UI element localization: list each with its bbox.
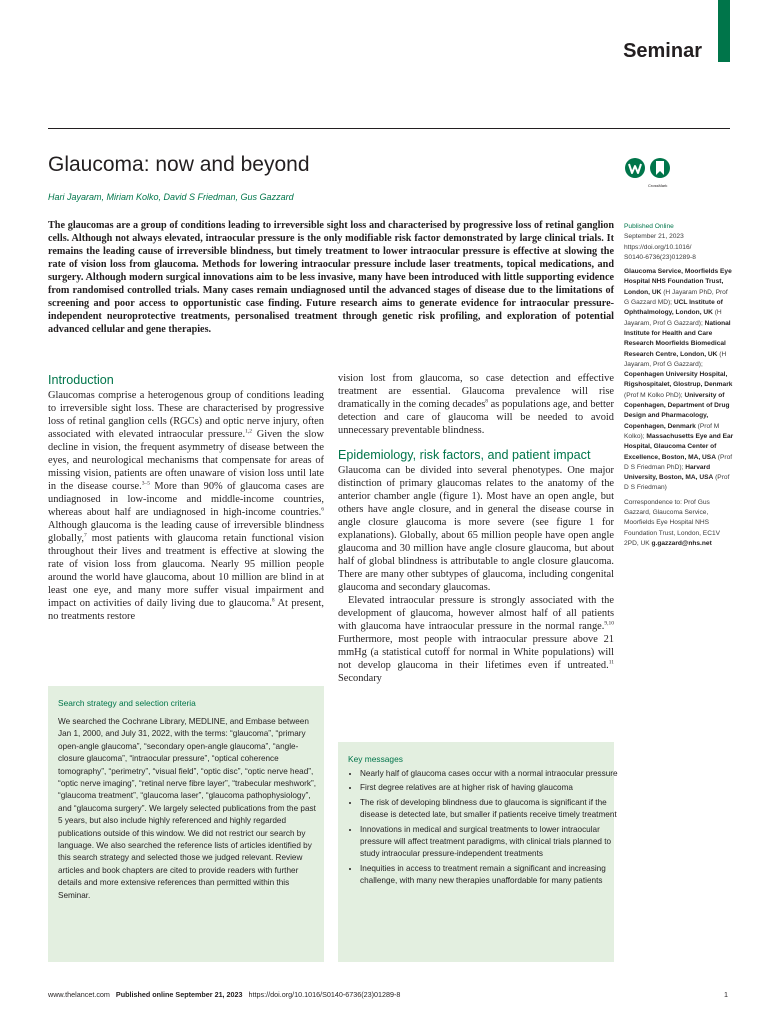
correspondence [624,498,734,549]
column-right [338,372,614,685]
key-messages-box [338,742,618,962]
doi-link-line-2[interactable]: S0140-6736(23)01289-8 [624,253,696,261]
correspondence-address: Prof Gus Gazzard, Glaucoma Service, Moorfields Eye Hospital NHS Foundation Trust, London, EC1V 2PD, UK [624,498,721,547]
introduction-heading: Introduction [48,373,114,387]
page-footer [48,990,400,999]
header-rule [48,128,730,129]
search-strategy-title: Search strategy and selection criteria [58,698,196,708]
published-online-label: Published Online [624,223,674,230]
epidemiology-paragraph-2: Elevated intraocular pressure is strongly associated with the development of glaucoma, however almost half of all patients with glaucoma have intraocular pressure in the normal range.$^{9,10}$ Furthermore, most people with intraocular pressure above 21 mmHg (a statistical cutoff for normal in White populations) will not develop glaucoma in their lifetimes even if untreated.$^{11}$ Secondary [338,595,614,684]
search-strategy-text: We searched the Cochrane Library, MEDLINE, and Embase between Jan 1, 2000, and July 31, 2022, with the terms: “glaucoma”, “primary open-angle glaucoma”, “secondary open-angle glaucoma”, “angle-closure glaucoma”, “intraocular pressure”, “optical coherence tomography”, “perimetry”, “visual field”, “optic disc”, “optic nerve head”, “optic nerve imaging”, “retinal nerve fibre layer”, “trabecular meshwork”, “glaucoma treatment”, “glaucoma laser”, “glaucoma pathophysiology”, and “glaucoma surgery”. We largely selected publications from the past 5 years, but also include highly referenced and highly regarded publications outside of this window. We did not restrict our search by language. We also searched the reference lists of articles identified by this search strategy and selected those we judged relevant. Review articles and book chapters are cited to provide readers with further details and more extensive references than permitted within this Seminar. [58,717,316,900]
footer-published: Published online September 21, 2023 [115,990,243,999]
crossmark-icon [650,158,670,178]
open-access-icon [625,158,645,178]
page-number: 1 [724,990,728,999]
crossmark-label: CrossMark [648,183,668,188]
abstract: The glaucomas are a group of conditions leading to irreversible sight loss and characterised by progressive loss of retinal ganglion cells. Although not always elevated, intraocular pressure is the only modifiable risk factor demonstrated by large clinical trials. It remains the leading cause of irreversible blindness, but timely treatment to lower intraocular pressure is effective at slowing the rate of vision loss from glaucoma. Methods for lowering intraocular pressure include laser treatments, topical medications, and surgery. Although modern surgical innovations aim to be less invasive, many have been introduced with little supporting evidence from randomised controlled trials. Many cases remain undiagnosed until the advanced stages of disease due to the limitations of screening and poor access to opportunistic case finding. Future research aims to generate evidence for intraocular pressure-independent neuroprotective treatments, personalised treatment through genetic risk profiling, and exploration of potential advanced cellular and gene therapies. [48,220,614,335]
affiliations: Glaucoma Service, Moorfields Eye Hospital NHS Foundation Trust, London, UK (H Jayaram PhD, Prof G Gazzard MD); UCL Institute of Ophthalmology, London, UK (H Jayaram, Prof G Gazzard); National Institute for Health and Care Research Moorfields Biomedical Research Centre, London, UK (H Jayaram, Prof G Gazzard); Copenhagen University Hospital, Rigshospitalet, Glostrup, Denmark (Prof M Kolko PhD); University of Copenhagen, Department of Drug Design and Pharmacology, Copenhagen, Denmark (Prof M Kolko); Massachusetts Eye and Ear Hospital, Glaucoma Center of Excellence, Boston, MA, USA (Prof D S Friedman PhD); Harvard University, Boston, MA, USA (Prof D S Friedman) [624,268,734,492]
introduction-paragraph-continued: vision lost from glaucoma, so case detection and effective treatment are essential. Glaucoma prevalence will rise dramatically in the coming decades$^8$ as populations age, and better detection and care of glaucoma will be needed to avoid unnecessary preventable blindness. [338,373,614,436]
footer-doi-link[interactable]: https://doi.org/10.1016/S0140-6736(23)01289-8 [248,990,401,999]
key-messages-title: Key messages [348,754,403,764]
author-list[interactable]: Hari Jayaram, Miriam Kolko, David S Friedman, Gus Gazzard [48,192,294,202]
footer-site-link[interactable]: www.thelancet.com [48,990,110,999]
introduction-paragraph: Glaucomas comprise a heterogenous group of conditions leading to irreversible sight loss. These are characterised by progressive loss of retinal ganglion cells (RGCs) and optic nerve injury, often associated with elevated intraocular pressure.$^{1,2}$ Given the slow decline in vision, the frequent asymmetry of disease between the eyes, and neurological mechanisms that compensate for areas of missing vision, patients are often unaware of vision loss until late in the disease course.$^{3-5}$ More than 90% of glaucoma cases are undiagnosed in low-income and middle-income countries, whereas about half are undiagnosed in high-income countries.$^6$ Although glaucoma is the leading cause of irreversible blindness globally,$^7$ most patients with glaucoma retain functional vision throughout their lives and treatment is effective at slowing the rate of vision loss from glaucoma. Nearly 95 million people around the world have glaucoma, about 10 million are blind in at least one eye, and many more suffer visual impairment and impact on activities of daily living due to glaucoma.$^8$ At present, no treatments restore [48,390,324,622]
column-left [48,372,324,623]
section-label: Seminar [623,40,702,62]
key-message-item: • First degree relatives are at higher risk of having glaucoma [360,782,620,794]
header-accent-bar [718,0,730,62]
key-message-item: • Innovations in medical and surgical treatments to lower intraocular pressure will affect treatment paradigms, with clinical trials planned to study intraocular pressure-independent treatments [360,824,620,861]
key-message-item: • Inequities in access to treatment remain a significant and increasing challenge, with many new therapies unaffordable for many patients [360,863,620,888]
published-date: September 21, 2023 [624,233,684,241]
key-messages-list [348,768,620,890]
key-message-item: • The risk of developing blindness due to glaucoma is significant if the disease is detected late, but smaller if patients receive timely treatment [360,797,620,822]
correspondence-email[interactable]: g.gazzard@nhs.net [651,539,712,547]
article-sidebar [624,222,734,549]
correspondence-label: Correspondence to: [624,498,682,506]
doi-link-line-1[interactable]: https://doi.org/10.1016/ [624,243,692,251]
epidemiology-heading: Epidemiology, risk factors, and patient impact [338,448,591,462]
article-logos[interactable] [624,156,676,186]
article-title: Glaucoma: now and beyond [48,153,310,176]
search-strategy-box [48,686,324,962]
key-message-item: • Nearly half of glaucoma cases occur with a normal intraocular pressure [360,768,620,780]
epidemiology-paragraph-1: Glaucoma can be divided into several phenotypes. One major distinction of primary glaucomas relates to the anatomy of the anterior chamber angle (figure 1). Most have an open angle, but others have angle closure, and in general the disease course in angle closure glaucoma is more severe (see figure 1 for explanations). Globally, about 65 million people have open angle glaucoma and 30 million have angle closure glaucoma, but about half of global blindness is attributable to angle closure glaucoma. There are many other subtypes of glaucoma, including congenital glaucoma and secondary glaucomas. [338,465,614,593]
